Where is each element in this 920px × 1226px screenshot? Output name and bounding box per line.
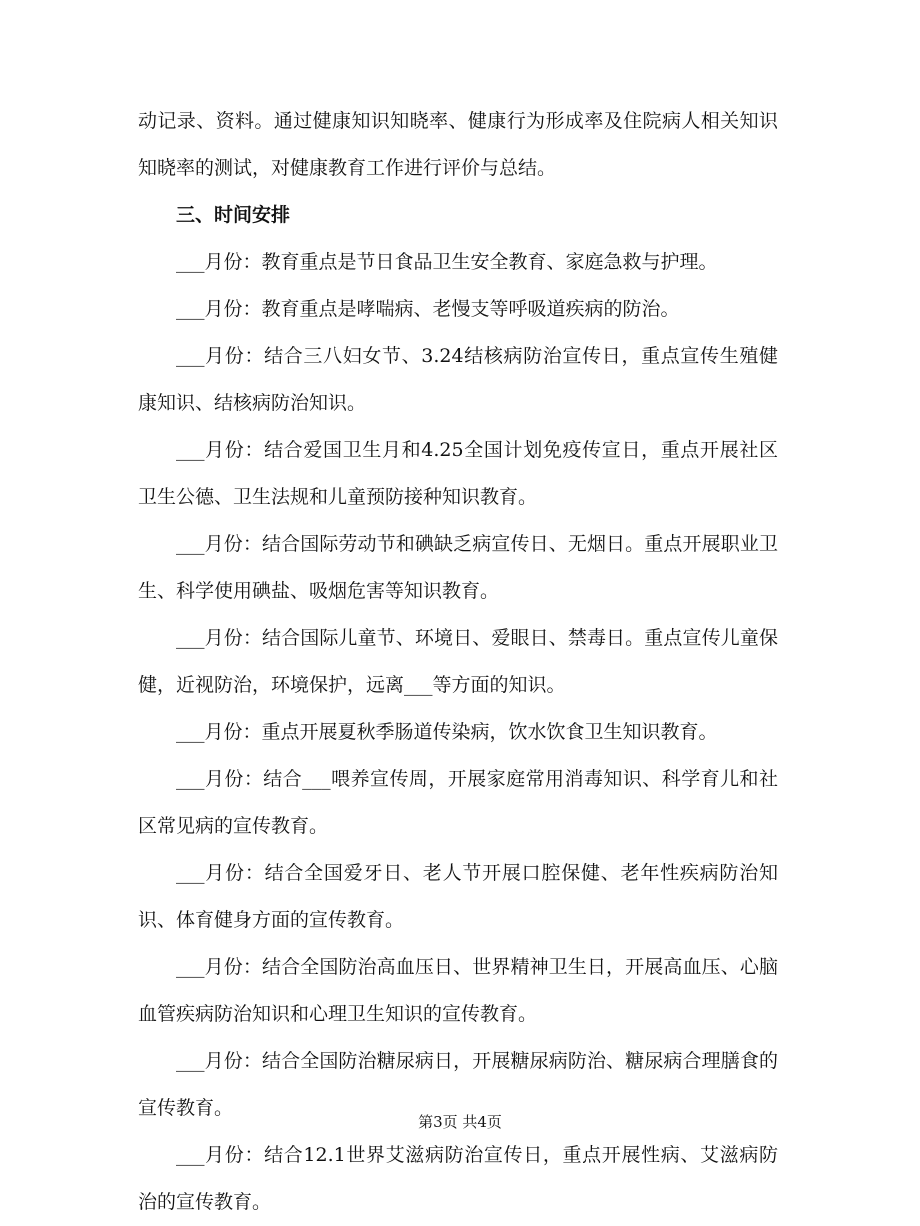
schedule-item-11: ___月份：结合全国防治糖尿病日，开展糖尿病防治、糖尿病合理膳食的宣传教育。 bbox=[138, 1050, 778, 1119]
section-heading: 三、时间安排 bbox=[176, 204, 291, 226]
schedule-item-12: ___月份：结合12.1世界艾滋病防治宣传日，重点开展性病、艾滋病防治的宣传教育。 bbox=[138, 1144, 778, 1213]
schedule-item-8: ___月份：结合___喂养宣传周，开展家庭常用消毒知识、科学育儿和社区常见病的宣传教育。 bbox=[138, 768, 778, 837]
schedule-item-1: ___月份：教育重点是节日食品卫生安全教育、家庭急救与护理。 bbox=[176, 251, 718, 273]
schedule-item-3: ___月份：结合三八妇女节、3.24结核病防治宣传日，重点宣传生殖健康知识、结核病防治知识。 bbox=[138, 345, 778, 414]
intro-paragraph: 动记录、资料。通过健康知识知晓率、健康行为形成率及住院病人相关知识知晓率的测试，对健康教育工作进行评价与总结。 bbox=[138, 110, 778, 179]
page-footer: 第3页 共4页 bbox=[418, 1113, 502, 1131]
schedule-item-10: ___月份：结合全国防治高血压日、世界精神卫生日，开展高血压、心脑血管疾病防治知识和心理卫生知识的宣传教育。 bbox=[138, 956, 778, 1025]
document-body bbox=[138, 98, 778, 1226]
schedule-item-4: ___月份：结合爱国卫生月和4.25全国计划免疫传宣日，重点开展社区卫生公德、卫生法规和儿童预防接种知识教育。 bbox=[138, 439, 778, 508]
schedule-item-9: ___月份：结合全国爱牙日、老人节开展口腔保健、老年性疾病防治知识、体育健身方面的宣传教育。 bbox=[138, 862, 778, 931]
schedule-item-2: ___月份：教育重点是哮喘病、老慢支等呼吸道疾病的防治。 bbox=[176, 298, 680, 320]
schedule-item-7: ___月份：重点开展夏秋季肠道传染病，饮水饮食卫生知识教育。 bbox=[176, 721, 718, 743]
schedule-item-6: ___月份：结合国际儿童节、环境日、爱眼日、禁毒日。重点宣传儿童保健，近视防治，环境保护，远离___等方面的知识。 bbox=[138, 627, 778, 696]
schedule-item-5: ___月份：结合国际劳动节和碘缺乏病宣传日、无烟日。重点开展职业卫生、科学使用碘盐、吸烟危害等知识教育。 bbox=[138, 533, 778, 602]
